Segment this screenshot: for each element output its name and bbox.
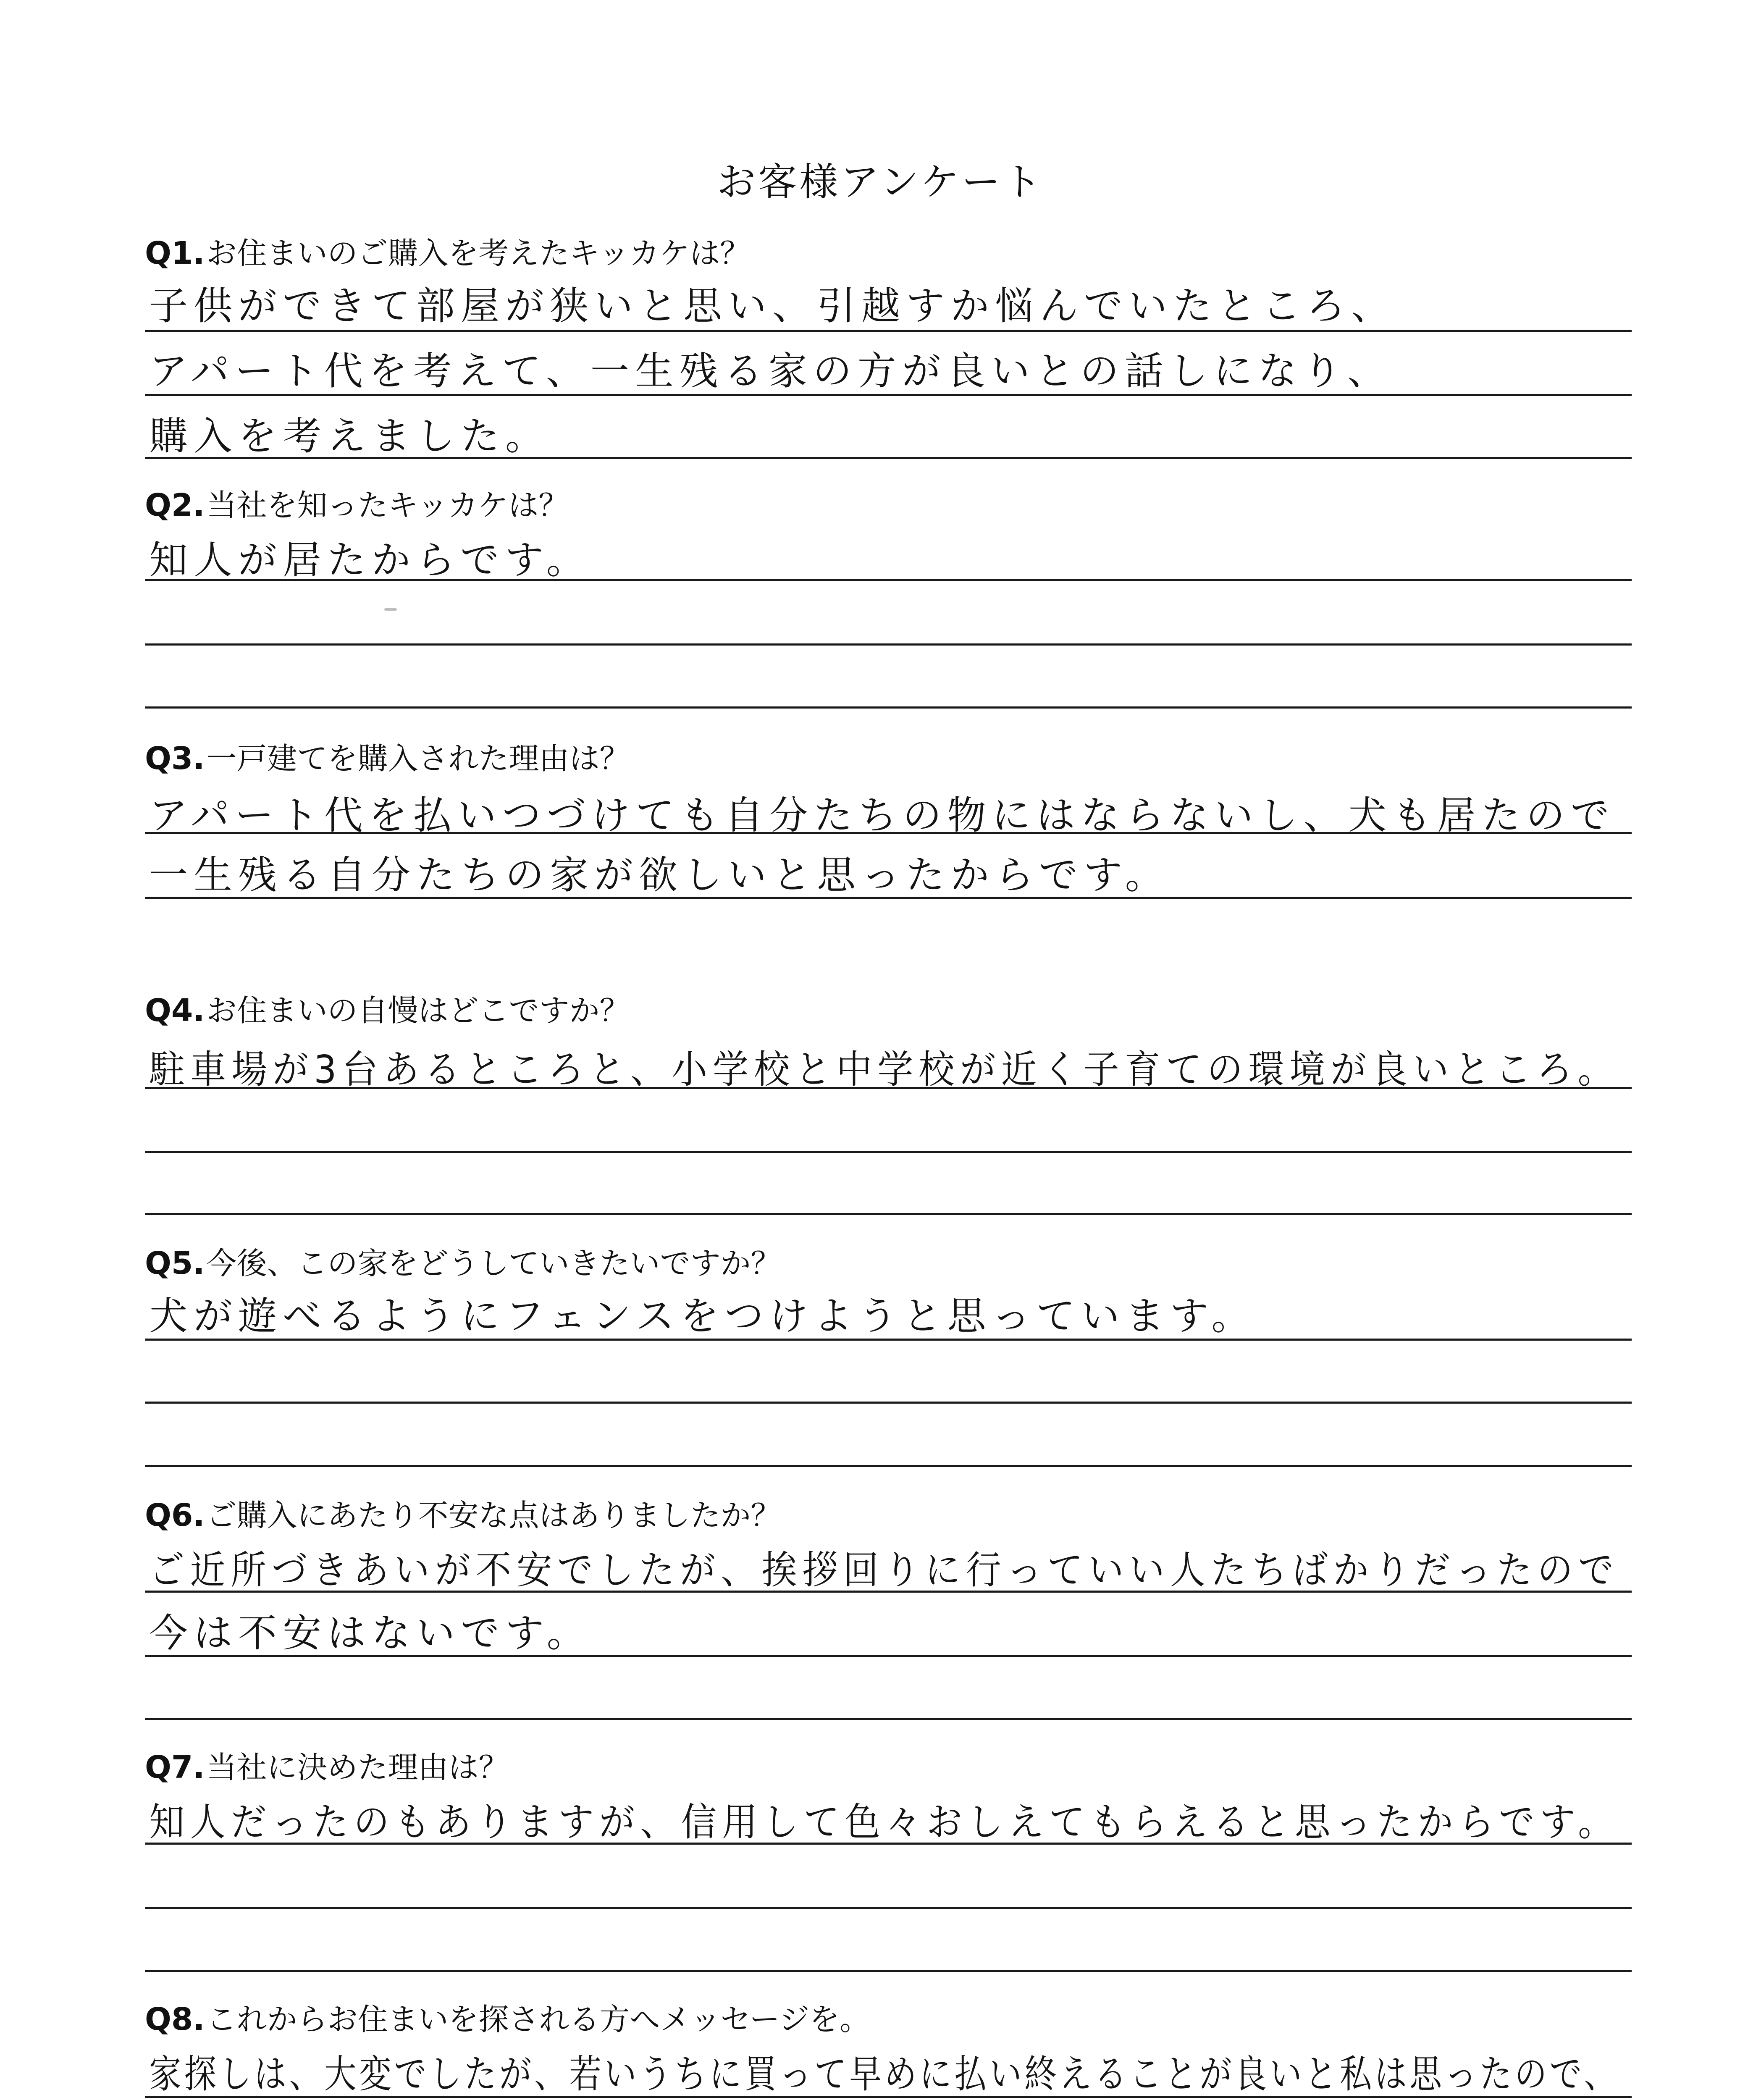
answer-rule [145, 1151, 1632, 1153]
answer-rule [145, 643, 1632, 646]
answer-rule [145, 1970, 1632, 1972]
question-number: Q4. [145, 992, 205, 1029]
question-text: これからお住まいを探される方へメッセージを。 [206, 2002, 870, 2037]
answer-rule [145, 1213, 1632, 1215]
answer-rule [145, 394, 1632, 396]
answer-rule [145, 457, 1632, 459]
question-number: Q3. [145, 740, 205, 777]
answer-line: 子供ができて部屋が狭いと思い、引越すか悩んでいたところ、 [149, 284, 1396, 328]
answer-line: 犬が遊べるようにフェンスをつけようと思っています。 [149, 1294, 1256, 1339]
question-text: お住まいのご購入を考えたキッカケは？ [206, 236, 751, 271]
answer-rule [145, 1843, 1632, 1845]
answer-rule [145, 1087, 1632, 1089]
question-q7 [145, 1743, 509, 1787]
answer-rule [145, 1465, 1632, 1467]
answer-line: 知人だったのもありますが、信用して色々おしえてもらえると思ったからです。 [149, 1800, 1619, 1845]
answer-rule [145, 1718, 1632, 1720]
answer-rule [145, 330, 1632, 332]
answer-rule [145, 706, 1632, 709]
question-text: 当社を知ったキッカケは？ [206, 488, 569, 523]
answer-line: 駐車場が3台あるところと、小学校と中学校が近く子育ての環境が良いところ。 [149, 1047, 1619, 1092]
answer-line: 一生残る自分たちの家が欲しいと思ったからです。 [149, 853, 1170, 898]
question-q3 [145, 734, 630, 778]
question-number: Q5. [145, 1245, 205, 1281]
question-q8 [145, 1995, 870, 2039]
question-number: Q1. [145, 235, 205, 271]
answer-line: アパート代を考えて、一生残る家の方が良いとの話しになり、 [149, 349, 1392, 394]
answer-rule [145, 1591, 1632, 1593]
answer-rule [145, 832, 1632, 834]
scan-speck [384, 608, 397, 611]
question-text: 今後、この家をどうしていきたいですか？ [206, 1246, 781, 1281]
answer-rule [145, 1907, 1632, 1909]
answer-line: 今は不安はないです。 [149, 1611, 591, 1656]
question-text: お住まいの自慢はどこですか？ [206, 993, 630, 1028]
question-number: Q8. [145, 2001, 205, 2037]
question-q2 [145, 481, 569, 525]
answer-line: 購入を考えました。 [149, 414, 550, 459]
question-q1 [145, 229, 750, 273]
question-number: Q7. [145, 1749, 205, 1785]
answer-line: 知人が居たからです。 [149, 538, 591, 583]
answer-rule [145, 897, 1632, 899]
answer-rule [145, 579, 1632, 581]
question-number: Q6. [145, 1497, 205, 1533]
answer-rule [145, 1655, 1632, 1657]
survey-title: お客様アンケート [717, 160, 1044, 205]
question-q5 [145, 1239, 781, 1283]
answer-rule [145, 1339, 1632, 1341]
answer-line: 家探しは、大変でしたが、若いうちに買って早めに払い終えることが良いと私は思ったので、 [149, 2052, 1619, 2097]
answer-rule [145, 1402, 1632, 1404]
question-q4 [145, 986, 630, 1030]
question-text: 当社に決めた理由は？ [206, 1750, 509, 1785]
question-text: 一戸建てを購入された理由は？ [206, 741, 630, 776]
question-q6 [145, 1491, 781, 1535]
question-number: Q2. [145, 487, 205, 523]
answer-rule [145, 2096, 1632, 2098]
question-text: ご購入にあたり不安な点はありましたか？ [206, 1498, 781, 1533]
answer-line: アパート代を払いつづけても自分たちの物にはならないし、犬も居たので [149, 793, 1615, 838]
answer-line: ご近所づきあいが不安でしたが、挨拶回りに行っていい人たちばかりだったので [149, 1548, 1619, 1593]
